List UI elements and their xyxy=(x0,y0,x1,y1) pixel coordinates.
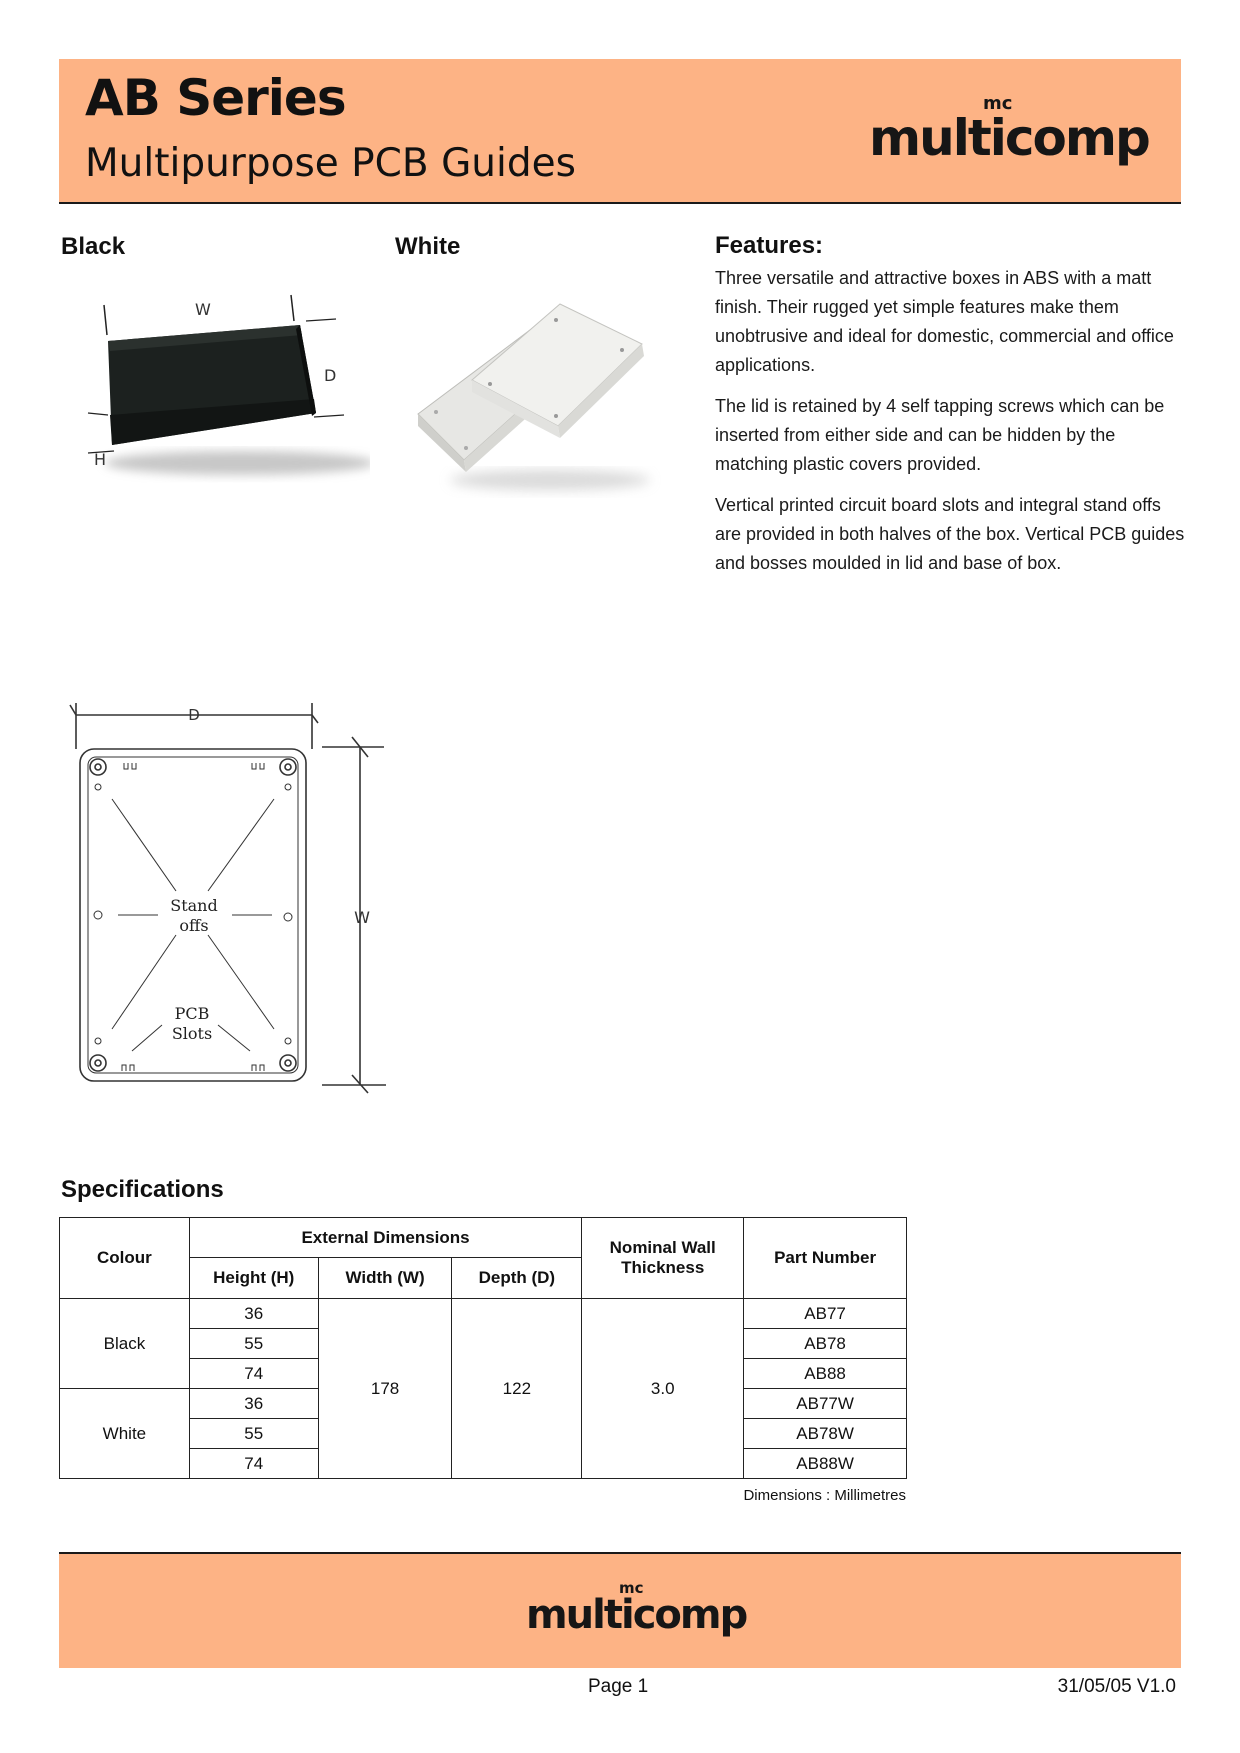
part-number-cell: AB78W xyxy=(744,1419,907,1449)
dimensions-note: Dimensions : Millimetres xyxy=(743,1487,906,1504)
depth-header: Depth (D) xyxy=(452,1258,582,1299)
drawing-width-label: W xyxy=(354,908,370,927)
black-heading: Black xyxy=(61,233,126,260)
standoffs-label: Stand xyxy=(170,896,218,915)
black-enclosure-photo xyxy=(80,285,370,490)
header-band xyxy=(59,59,1181,204)
logo-text: multicomp xyxy=(526,1592,747,1638)
height-label: H xyxy=(94,450,107,469)
depth-label: D xyxy=(324,366,337,385)
height-cell: 36 xyxy=(189,1389,318,1419)
table-row xyxy=(60,1299,907,1329)
specifications-heading: Specifications xyxy=(61,1176,224,1203)
height-header: Height (H) xyxy=(189,1258,318,1299)
pcb-slots-label: PCB xyxy=(174,1004,210,1023)
version-date: 31/05/05 V1.0 xyxy=(1057,1676,1176,1697)
wall-thickness-header: Nominal Wall Thickness xyxy=(582,1218,744,1299)
colour-cell: White xyxy=(60,1389,190,1479)
width-cell: 178 xyxy=(318,1299,452,1479)
footer-band xyxy=(59,1552,1181,1668)
white-enclosure-photo xyxy=(410,300,690,500)
part-number-cell: AB77 xyxy=(744,1299,907,1329)
series-title: AB Series xyxy=(85,69,346,127)
page-number: Page 1 xyxy=(588,1676,649,1697)
depth-cell: 122 xyxy=(452,1299,582,1479)
standoffs-label: offs xyxy=(179,916,209,935)
features-heading: Features: xyxy=(715,232,824,259)
part-number-cell: AB88W xyxy=(744,1449,907,1479)
colour-header: Colour xyxy=(60,1218,190,1299)
feature-paragraph: Three versatile and attractive boxes in ABS with a matt finish. Their rugged yet simple features make them unobtrusive and ideal for domestic, commercial and office applications. xyxy=(715,268,1174,375)
multicomp-logo xyxy=(869,93,1149,167)
part-number-cell: AB78 xyxy=(744,1329,907,1359)
part-number-header: Part Number xyxy=(744,1218,907,1299)
height-cell: 55 xyxy=(189,1419,318,1449)
white-heading: White xyxy=(395,233,461,260)
enclosure-layout-drawing xyxy=(62,695,402,1095)
feature-paragraph: The lid is retained by 4 self tapping screws which can be inserted from either side and can be hidden by the matching plastic covers provided. xyxy=(715,396,1165,474)
height-cell: 36 xyxy=(189,1299,318,1329)
drawing-depth-label: D xyxy=(188,706,200,724)
part-number-cell: AB77W xyxy=(744,1389,907,1419)
wall-thickness-cell: 3.0 xyxy=(582,1299,744,1479)
specifications-table xyxy=(59,1217,907,1479)
multicomp-logo xyxy=(526,1579,747,1638)
feature-paragraph: Vertical printed circuit board slots and integral stand offs are provided in both halves of the box. Vertical PCB guides and bosses moulded in lid and base of box. xyxy=(715,495,1185,573)
external-dimensions-header: External Dimensions xyxy=(189,1218,581,1258)
height-cell: 74 xyxy=(189,1359,318,1389)
document-subtitle: Multipurpose PCB Guides xyxy=(85,141,576,186)
logo-mark: mc xyxy=(619,1579,644,1597)
height-cell: 74 xyxy=(189,1449,318,1479)
width-label: W xyxy=(195,300,211,319)
pcb-slots-label: Slots xyxy=(171,1024,213,1043)
part-number-cell: AB88 xyxy=(744,1359,907,1389)
logo-text: multicomp xyxy=(869,109,1149,167)
logo-mark: mc xyxy=(983,93,1013,114)
features-text xyxy=(715,264,1185,590)
colour-cell: Black xyxy=(60,1299,190,1389)
width-header: Width (W) xyxy=(318,1258,452,1299)
height-cell: 55 xyxy=(189,1329,318,1359)
